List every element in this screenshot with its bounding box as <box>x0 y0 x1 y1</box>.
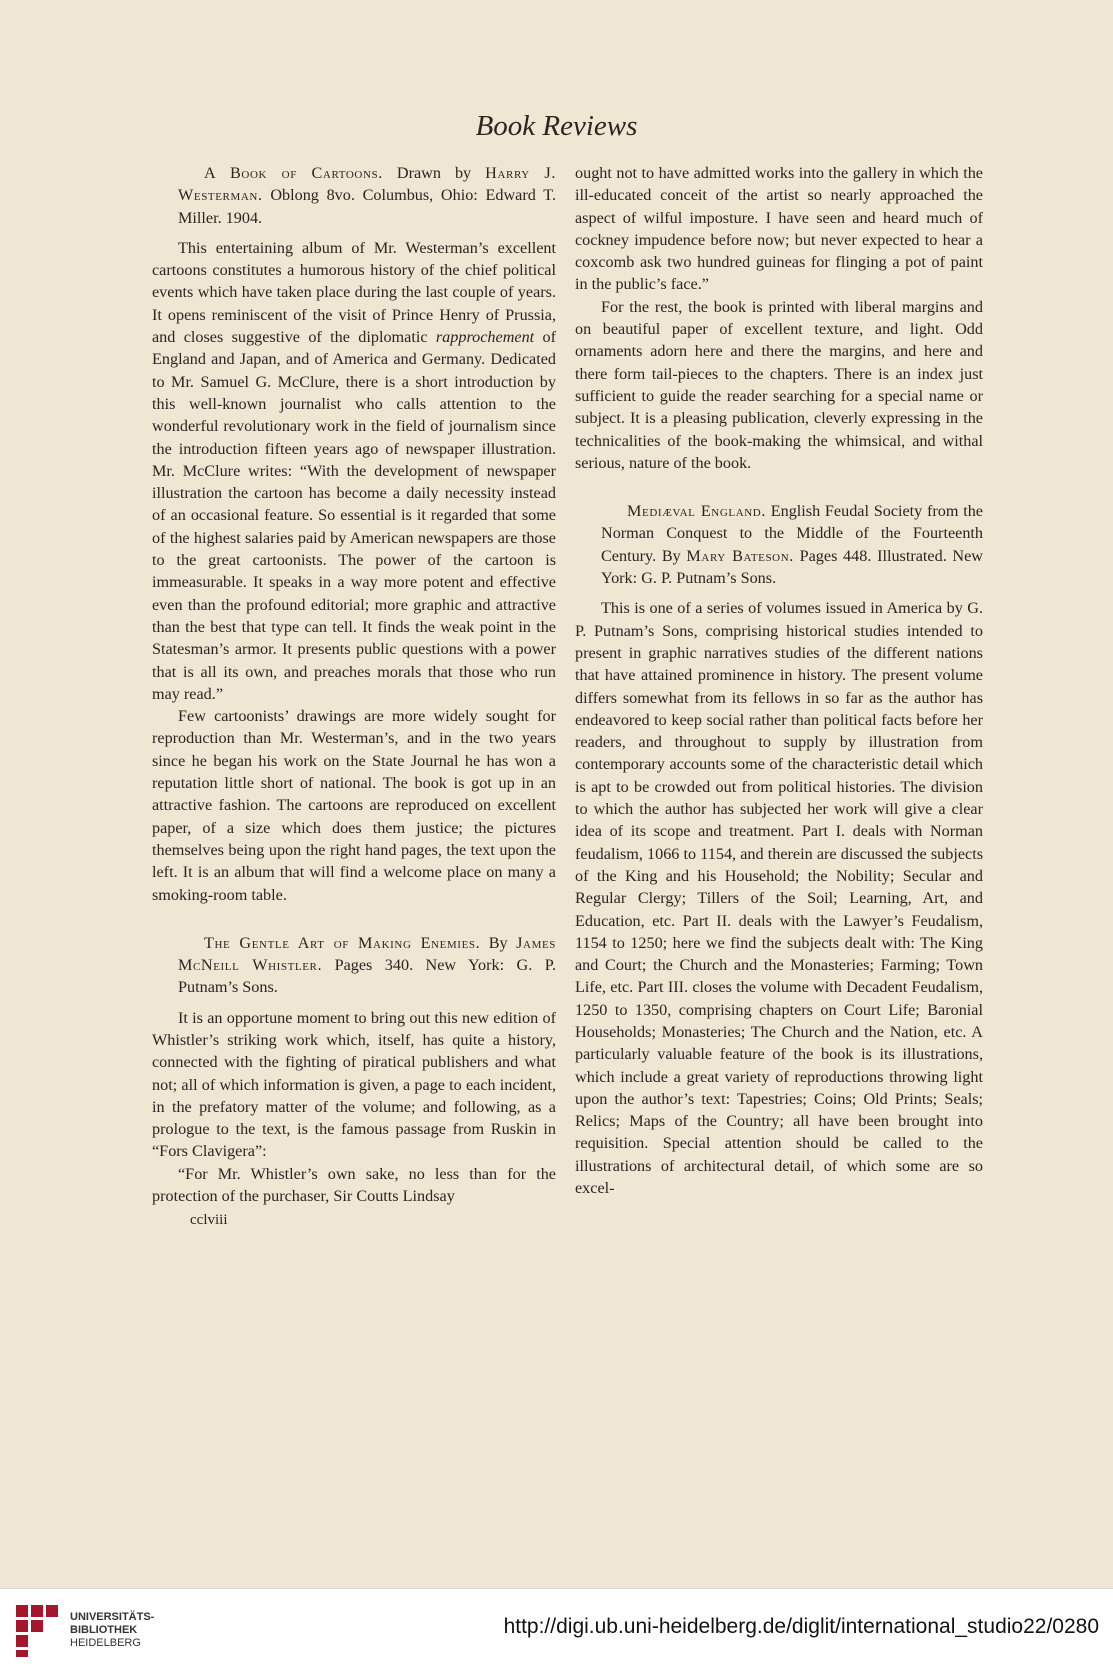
review-quote: “For Mr. Whistler’s own sake, no less than for the protection of the purchaser, Sir Coutts Lindsay <box>152 1164 556 1206</box>
quote-continuation: ought not to have admitted works into the gallery in which the ill-educated conceit of the artist so nearly approached the aspect of wilful imposture. I have seen and heard much of cockney impudence before now; but never expected to hear a coxcomb ask two hundred guineas for flinging a pot of paint in the public’s face.” <box>575 164 983 294</box>
review-paragraph: Few cartoonists’ drawings are more widely sought for reproduction than Mr. Westerman’s, and in the two years since he began his work on the State Journal he has won a reputation little short of national. The book is got up in an attractive fashion. The cartoons are reproduced on excellent paper, of a size which does them justice; the pictures themselves being upon the right hand pages, the text upon the left. It is an album that will find a welcome place on many a smoking-room table. <box>152 707 556 904</box>
heading-text: Drawn by <box>382 164 486 182</box>
footer-bar <box>0 1588 1113 1675</box>
book-author: James McNeill Whistler. <box>178 933 556 975</box>
page-title: Book Reviews <box>475 110 638 142</box>
university-library-logo <box>14 1603 60 1659</box>
book-author: Mary Bateson. <box>686 546 794 565</box>
book-title: The Gentle Art of Making Enemies. <box>204 933 481 952</box>
review-paragraph <box>152 237 556 705</box>
library-name-line: HEIDELBERG <box>70 1637 141 1649</box>
review-paragraph: For the rest, the book is printed with liberal margins and on beautiful paper of excellent texture, and light. Odd ornaments adorn here and there the margins, and here and there form tail-pieces to the chapters. There is an index just sufficient to guide the reader searching for a special name or subject. It is a pleasing publication, cleverly expressing in the technicalities of the book-making the whimsical, and withal serious, nature of the book. <box>575 297 983 472</box>
heading-text: By <box>480 933 517 952</box>
left-column <box>152 162 556 1232</box>
right-column <box>575 162 983 1199</box>
heading-text: Pages 340. New York: G. P. Putnam’s Sons. <box>178 956 556 997</box>
library-name-line: BIBLIOTHEK <box>70 1624 138 1636</box>
library-name <box>70 1611 154 1650</box>
review-paragraph: This is one of a series of volumes issued in America by G. P. Putnam’s Sons, comprising historical studies intended to present in graphic narratives studies of the different nations that have attained prominence in history. The present volume differs somewhat from its fellows in so far as the author has endeavored to keep social rather than political facts before her readers, and throughout to supply by illustration from contemporary accounts some of the characteristic detail which is apt to be crowded out from political histories. The division to which the author has subjected her work will give a clear idea of its scope and treatment. Part I. deals with Norman feudalism, 1066 to 1154, and therein are discussed the subjects of the King and his Household; the Nobility; Secular and Regular Clergy; Tillers of the Soil; Learning, Art, and Education, etc. Part II. deals with the Lawyer’s Feudalism, 1154 to 1250; here we find the subjects dealt with: The King and Court; the Church and the Monasteries; Farming; Town Life, etc. Part III. closes the volume with Decadent Feudalism, 1250 to 1350, comprising chapters on Court Life; Baronial Households; Monasteries; The Church and the Nation, etc. A particularly valuable feature of the book is its illustrations, which include a great variety of reproductions throwing light upon the author’s text: Tapestries; Coins; Old Prints; Seals; Relics; Maps of the Country; all have been brought into requisition. Special attention should be called to the illustrations of architectural detail, of which some are so excel- <box>575 599 983 1198</box>
book-title: A Book of Cartoons. <box>204 164 383 182</box>
italic-term: rapprochement <box>435 328 535 347</box>
review-heading-cartoons <box>152 162 556 229</box>
review-heading-medieval <box>575 500 983 589</box>
paragraph-text: This entertaining album of Mr. Westerman’s excellent cartoons constitutes a humorous history of the chief political events which have taken place during the last couple of years. It opens reminiscent of the visit of Prince Henry of Prussia, and closes suggestive of the diplomatic <box>152 238 556 347</box>
review-heading-whistler <box>152 932 556 999</box>
heading-text: English Feudal Society from the Norman Conquest to the Middle of the Fourteenth Century. By <box>601 502 983 565</box>
book-author: Harry J. Westerman. <box>178 164 556 205</box>
paragraph-text: of England and Japan, and of America and Germany. Dedicated to Mr. Samuel G. McClure, there is a short introduction by this well-known journalist who calls attention to the wonderful revolutionary work in the field of journalism since the introduction fifteen years ago of newspaper illustration. Mr. McClure writes: “With the development of newspaper illustration the cartoon has become a daily necessity instead of an occasional feature. So essential is it regarded that some of the highest salaries paid by American newspapers are those to the great cartoonists. The power of the cartoon is immeasurable. It speaks in a way more potent and effective even than the profound editorial; more graphic and attractive than the best that type can tell. It finds the weak point in the Statesman’s armor. It presents public questions with a power that is all its own, and preaches morals that those who run may read.” <box>152 328 557 703</box>
page-number: cclviii <box>190 1212 228 1229</box>
heading-text: Pages 448. Illustrated. New York: G. P. Putnam’s Sons. <box>601 546 983 588</box>
library-name-line: UNIVERSITÄTS- <box>70 1611 155 1623</box>
heading-text: Oblong 8vo. Columbus, Ohio: Edward T. Miller. 1904. <box>178 186 556 227</box>
book-title: Mediæval England. <box>627 502 766 521</box>
source-url-link[interactable]: http://digi.ub.uni-heidelberg.de/diglit/international_studio22/0280 <box>503 1615 1099 1638</box>
review-paragraph: It is an opportune moment to bring out this new edition of Whistler’s striking work which, itself, has quite a history, connected with the fighting of piratical publishers and what not; all of which information is given, a page to each incident, in the prefatory matter of the volume; and following, as a prologue to the text, is the famous passage from Ruskin in “Fors Clavigera”: <box>152 1008 556 1161</box>
